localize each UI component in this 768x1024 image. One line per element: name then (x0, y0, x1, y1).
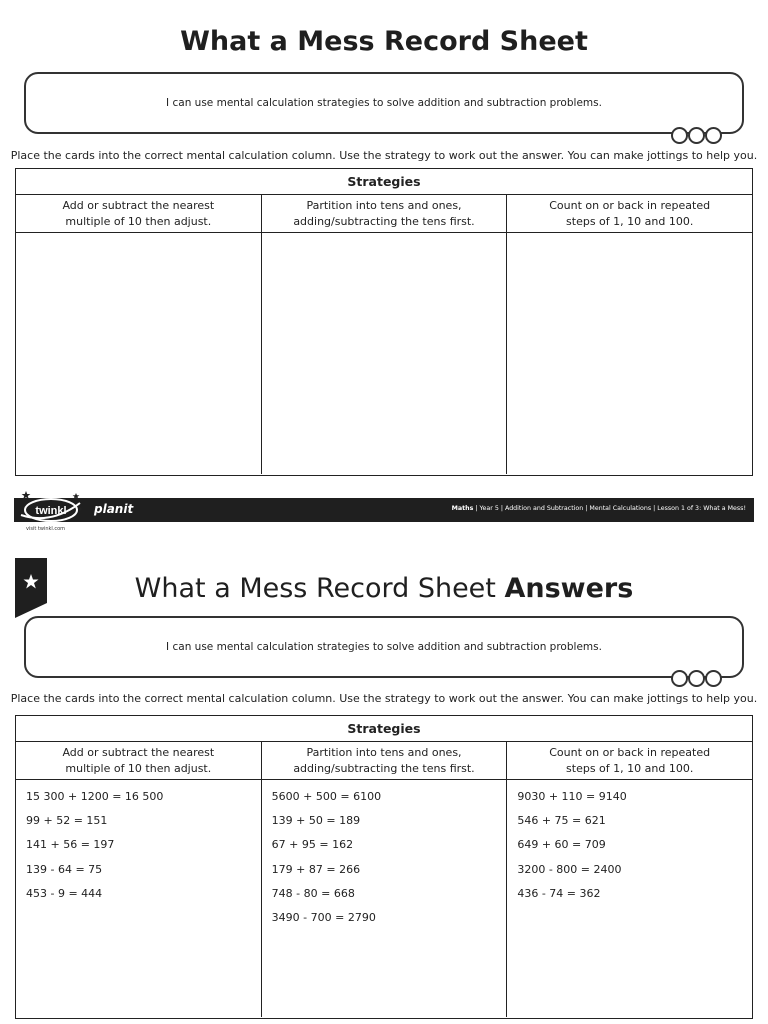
answers-col1 (16, 780, 261, 1017)
answer-item: 5600 + 500 = 6100 (271, 790, 382, 803)
sheet2-objective-box (24, 616, 744, 678)
answer-item: 453 - 9 = 444 (26, 886, 103, 900)
answer-item: 3200 - 800 = 2400 (517, 862, 622, 876)
answer-item: 546 + 75 = 621 (517, 814, 606, 828)
answer-item: 436 - 74 = 362 (517, 886, 601, 900)
sheet2-objective-text: I can use mental calculation strategies to solve addition and subtraction problems. (166, 641, 602, 653)
twinkl-brand: twinkl (35, 505, 67, 517)
footer-bar (14, 498, 754, 522)
twinkl-url: visit twinkl.com (26, 526, 66, 532)
answer-item: 141 + 56 = 197 (26, 838, 115, 852)
footer-subject: Maths (451, 505, 474, 512)
sheet2-title-answers: Answers (504, 573, 634, 604)
sheet2-header-col3: Count on or back in repeated steps of 1, 10 and 100. (506, 742, 752, 779)
ring-icon (688, 127, 705, 144)
answer-item: 67 + 95 = 162 (271, 838, 354, 852)
ring-icon (705, 127, 722, 144)
sheet2-rings (671, 670, 722, 687)
sheet2-title-main: What a Mess Record Sheet (134, 573, 505, 604)
sheet1-title: What a Mess Record Sheet (180, 26, 588, 57)
twinkl-logo-icon (18, 489, 82, 523)
sheet1-objective-box (24, 72, 744, 134)
answer-item: 15 300 + 1200 = 16 500 (26, 790, 164, 803)
ring-icon (671, 670, 688, 687)
sheet2-strategies-table (15, 715, 753, 1019)
footer-crumb-rest: | Year 5 | Addition and Subtraction | Mental Calculations | Lesson 1 of 3: What a Mess! (475, 505, 746, 512)
ring-icon (688, 670, 705, 687)
sheet2-table-body (16, 780, 752, 1017)
sheet1-header-col1: Add or subtract the nearest multiple of 10 then adjust. (62, 198, 215, 228)
answers-col3 (506, 780, 752, 1017)
sheet2-instructions: Place the cards into the correct mental calculation column. Use the strategy to work out the answer. You can make jottings to help you. (10, 692, 758, 705)
sheet1-empty-col1 (16, 233, 261, 474)
sheet1-empty-col3 (506, 233, 752, 474)
sheet1-table-headers (16, 195, 752, 233)
sheet1-header-col2: Partition into tens and ones, adding/subtracting the tens first. (261, 195, 507, 232)
sheet2-header-col2: Partition into tens and ones, adding/subtracting the tens first. (261, 742, 507, 779)
sheet1-rings (671, 127, 722, 144)
sheet1-header-col3: Count on or back in repeated steps of 1, 10 and 100. (506, 195, 752, 232)
sheet1-objective-text: I can use mental calculation strategies to solve addition and subtraction problems. (166, 97, 602, 109)
sheet2-table-title: Strategies (16, 716, 752, 742)
answer-item: 139 - 64 = 75 (26, 862, 103, 876)
answer-item: 139 + 50 = 189 (271, 814, 361, 828)
ring-icon (671, 127, 688, 144)
ring-icon (705, 670, 722, 687)
answers-col2 (261, 780, 507, 1017)
planit-label: planit (94, 502, 134, 516)
answer-item: 649 + 60 = 709 (517, 838, 606, 852)
answer-item: 99 + 52 = 151 (26, 814, 108, 828)
sheet1-empty-col2 (261, 233, 507, 474)
footer-breadcrumb (452, 505, 746, 512)
answer-item: 3490 - 700 = 2790 (271, 910, 376, 924)
sheet1-table-title: Strategies (16, 169, 752, 195)
answer-item: 179 + 87 = 266 (271, 862, 361, 876)
sheet1-table-body (16, 233, 752, 474)
sheet2-title (0, 573, 768, 604)
sheet1-strategies-table (15, 168, 753, 476)
sheet2-header-col1: Add or subtract the nearest multiple of 10 then adjust. (62, 745, 215, 775)
sheet2-table-headers (16, 742, 752, 780)
answer-item: 9030 + 110 = 9140 (517, 790, 627, 803)
sheet1-instructions: Place the cards into the correct mental calculation column. Use the strategy to work out the answer. You can make jottings to help you. (10, 149, 758, 162)
answer-item: 748 - 80 = 668 (271, 886, 355, 900)
